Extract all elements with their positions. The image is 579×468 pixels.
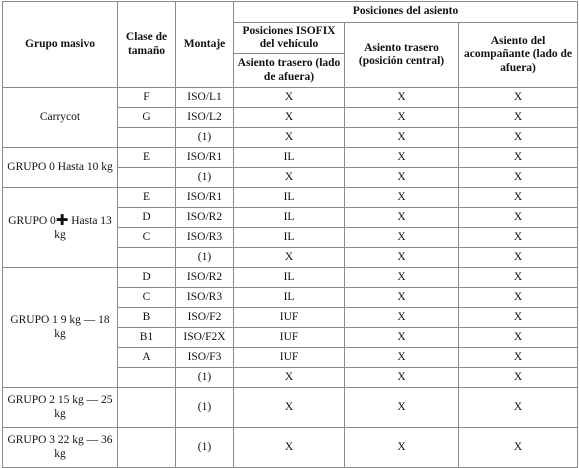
cell-trasero-afuera: IUF [234,348,345,368]
cell-clase: A [118,348,176,368]
cell-montaje: ISO/R1 [176,148,234,168]
table-row [3,388,578,428]
cell-acompanante: X [459,368,578,388]
cell-montaje: (1) [176,388,234,428]
cell-trasero-afuera: IL [234,268,345,288]
cell-acompanante: X [459,348,578,368]
cell-clase [118,368,176,388]
cell-trasero-afuera: IL [234,228,345,248]
cell-trasero-afuera: X [234,428,345,468]
cell-acompanante: X [459,328,578,348]
cell-trasero-central: X [345,428,459,468]
cell-acompanante: X [459,288,578,308]
cell-montaje: ISO/R2 [176,208,234,228]
header-montaje: Montaje [176,2,234,88]
cell-montaje: ISO/R3 [176,288,234,308]
isofix-positions-table [2,1,578,468]
table-row [3,268,578,288]
header-asiento-trasero-central: Asiento trasero (posición central) [345,23,459,88]
cell-acompanante: X [459,128,578,148]
cell-montaje: (1) [176,168,234,188]
cell-clase: D [118,208,176,228]
cell-clase: B1 [118,328,176,348]
cell-clase [118,388,176,428]
cell-montaje: ISO/F2 [176,308,234,328]
cell-trasero-central: X [345,248,459,268]
cell-clase: B [118,308,176,328]
cell-acompanante: X [459,268,578,288]
cell-trasero-central: X [345,188,459,208]
cell-clase [118,168,176,188]
cell-trasero-afuera: X [234,168,345,188]
header-grupo-masivo: Grupo masivo [3,2,118,88]
cell-montaje: ISO/R1 [176,188,234,208]
group-label: GRUPO 0 Hasta 10 kg [7,160,113,173]
cell-clase [118,428,176,468]
group-label-cell [3,388,118,428]
cell-montaje: (1) [176,428,234,468]
header-posiciones-asiento: Posiciones del asiento [234,2,578,23]
cell-trasero-central: X [345,128,459,148]
cell-acompanante: X [459,88,578,108]
cell-acompanante: X [459,388,578,428]
group-label: GRUPO 1 9 kg — 18 kg [10,314,110,340]
cell-trasero-central: X [345,88,459,108]
cell-trasero-central: X [345,308,459,328]
header-posiciones-isofix: Posiciones ISOFIX del vehículo [234,23,345,54]
table-row [3,148,578,168]
group-label-cell [3,88,118,148]
group-label: GRUPO 3 22 kg — 36 kg [7,434,113,460]
cell-trasero-afuera: IL [234,188,345,208]
cell-acompanante: X [459,428,578,468]
cell-clase: D [118,268,176,288]
plus-icon: ✚ [55,211,69,230]
group-label: GRUPO 0 [8,215,56,228]
cell-trasero-afuera: IL [234,288,345,308]
table-body [3,88,578,468]
cell-trasero-central: X [345,108,459,128]
header-asiento-trasero-afuera: Asiento trasero (lado de afuera) [234,54,345,88]
group-label: Carrycot [39,110,81,123]
cell-montaje: (1) [176,128,234,148]
cell-trasero-afuera: IUF [234,308,345,328]
cell-acompanante: X [459,188,578,208]
cell-trasero-afuera: X [234,248,345,268]
cell-trasero-afuera: IL [234,208,345,228]
group-label-cell [3,428,118,468]
cell-clase: F [118,88,176,108]
cell-acompanante: X [459,248,578,268]
header-asiento-acompanante: Asiento del acompañante (lado de afuera) [459,23,578,88]
table-row [3,188,578,208]
cell-trasero-central: X [345,288,459,308]
cell-trasero-afuera: X [234,108,345,128]
cell-clase: C [118,228,176,248]
cell-montaje: ISO/L1 [176,88,234,108]
cell-montaje: ISO/R2 [176,268,234,288]
cell-trasero-central: X [345,168,459,188]
cell-trasero-central: X [345,368,459,388]
cell-trasero-afuera: IL [234,148,345,168]
cell-trasero-central: X [345,328,459,348]
cell-clase: C [118,288,176,308]
table-row [3,88,578,108]
group-label-cell [3,268,118,388]
cell-montaje: ISO/F2X [176,328,234,348]
group-label-cell [3,188,118,268]
cell-montaje: (1) [176,248,234,268]
group-label-cell [3,148,118,188]
cell-acompanante: X [459,308,578,328]
cell-acompanante: X [459,108,578,128]
cell-trasero-afuera: X [234,88,345,108]
cell-clase [118,248,176,268]
group-label: GRUPO 2 15 kg — 25 kg [7,394,113,420]
cell-trasero-central: X [345,208,459,228]
cell-trasero-central: X [345,348,459,368]
group-label-suffix: Hasta 13 kg [54,215,112,241]
cell-clase: E [118,148,176,168]
cell-trasero-central: X [345,228,459,248]
cell-acompanante: X [459,168,578,188]
cell-trasero-afuera: IUF [234,328,345,348]
cell-trasero-afuera: X [234,128,345,148]
cell-clase: G [118,108,176,128]
cell-trasero-afuera: X [234,368,345,388]
cell-montaje: ISO/R3 [176,228,234,248]
cell-acompanante: X [459,228,578,248]
cell-montaje: (1) [176,368,234,388]
cell-montaje: ISO/F3 [176,348,234,368]
cell-acompanante: X [459,148,578,168]
cell-trasero-central: X [345,148,459,168]
header-clase-tamano: Clase de tamaño [118,2,176,88]
cell-trasero-afuera: X [234,388,345,428]
cell-trasero-central: X [345,388,459,428]
cell-montaje: ISO/L2 [176,108,234,128]
cell-clase: E [118,188,176,208]
cell-acompanante: X [459,208,578,228]
cell-clase [118,128,176,148]
table-row [3,428,578,468]
cell-trasero-central: X [345,268,459,288]
